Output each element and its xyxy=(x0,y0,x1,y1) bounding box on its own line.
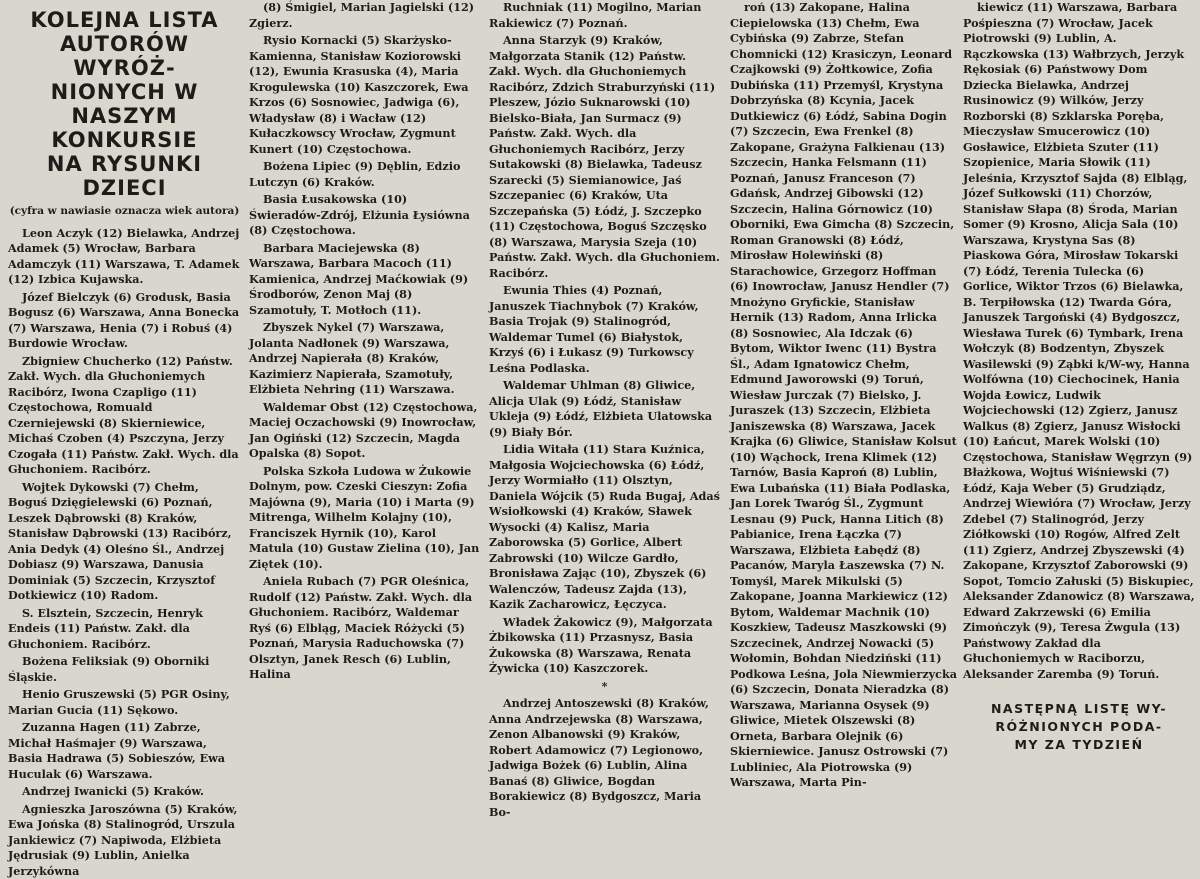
entry-paragraph: Zbyszek Nykel (7) Warszawa, Jolanta Nadłonek (9) Warszawa, Andrzej Napierała (8) Kraków, Kazimierz Napierała, Szamotuły, Elżbieta Nehring (11) Warszawa. xyxy=(249,320,480,398)
announcement-line: RÓŻNIONYCH PODA- xyxy=(963,718,1195,736)
headline-line: KOLEJNA LISTA AUTORÓW WYRÓŻ- xyxy=(8,8,241,80)
announcement-line: MY ZA TYDZIEŃ xyxy=(963,736,1195,754)
entry-paragraph: Polska Szkoła Ludowa w Żukowie Dolnym, pow. Czeski Cieszyn: Zofia Majówna (9), Maria (10) i Marta (9) Mitrenga, Wilhelm Kolajny (10), Franciszek Hyrnik (10), Karol Matula (10) Gustaw Zielina (10), Jan Ziętek (10). xyxy=(249,464,480,573)
entry-paragraph: (8) Śmigiel, Marian Jagielski (12) Zgierz. xyxy=(249,0,480,31)
column-1 xyxy=(8,0,241,674)
entry-paragraph: Agnieszka Jaroszówna (5) Kraków, Ewa Jońska (8) Stalinogród, Urszula Jankiewicz (7) Napiwoda, Elżbieta Jędrusiak (9) Lublin, Anielka Jerzykówna xyxy=(8,802,241,879)
entry-paragraph: roń (13) Zakopane, Halina Ciepielowska (13) Chełm, Ewa Cybińska (9) Zabrze, Stefan Chomnicki (12) Krasiczyn, Leonard Czajkowski (9) Żołtkowice, Zofia Dubińska (11) Przemyśl, Krystyna Dobrzyńska (8) Kcynia, Jacek Dutkiewicz (6) Łódź, Sabina Dogin (7) Szczecin, Ewa Frenkel (8) Zakopane, Grażyna Falkienau (13) Szczecin, Hanka Felsmann (11) Poznań, Janusz Franceson (7) Gdańsk, Andrzej Gibowski (12) Szczecin, Halina Górnowicz (10) Oborniki, Ewa Gimcha (8) Szczecin, Roman Granowski (8) Łódź, Mirosław Holewiński (8) Starachowice, Grzegorz Hoffman (6) Inowrocław, Janusz Hendler (7) Mnożyno Gryfickie, Stanisław Hernik (13) Radom, Anna Irlicka (8) Sosnowiec, Ala Idczak (6) Bytom, Wiktor Iwenc (11) Bystra Śl., Adam Ignatowicz Chełm, Edmund Jaworowski (9) Toruń, Wiesław Jurczak (7) Bielsko, J. Juraszek (13) Szczecin, Elżbieta Janiszewska (8) Warszawa, Jacek Krajka (6) Gliwice, Stanisław Kolsut (10) Wąchock, Irena Klimek (12) Tarnów, Basia Kaproń (8) Lublin, Ewa Lubańska (11) Biała Podlaska, Jan Lorek Twaróg Śl., Zygmunt Lesnau (9) Puck, Hanna Litich (8) Pabianice, Irena Łączka (7) Warszawa, Elżbieta Łabędź (8) Pacanów, Maryla Łaszewska (7) N. Tomyśl, Marek Mikulski (5) Zakopane, Joanna Markiewicz (12) Bytom, Waldemar Machnik (10) Koszkiew, Tadeusz Maszkowski (9) Szczecinek, Andrzej Nowacki (5) Wołomin, Bohdan Niedziński (11) Podkowa Leśna, Jola Niewmierzycka (6) Szczecin, Donata Nieradzka (8) Warszawa, Marianna Osysek (9) Gliwice, Mietek Olszewski (8) Orneta, Barbara Olejnik (6) Skierniewice. Janusz Ostrowski (7) Lubliniec, Ala Piotrowska (9) Warszawa, Marta Pin- xyxy=(730,0,957,791)
entry-paragraph: Ewunia Thies (4) Poznań, Januszek Tiachnybok (7) Kraków, Basia Trojak (9) Stalinogród, Waldemar Tumel (6) Białystok, Krzyś (6) i Łukasz (9) Turkowscy Leśna Podlaska. xyxy=(489,283,720,376)
entry-paragraph: S. Elsztein, Szczecin, Henryk Endeis (11) Państw. Zakł. dla Głuchoniem. Racibórz. xyxy=(8,606,241,653)
entry-paragraph: Władek Żakowicz (9), Małgorzata Żbikowska (11) Przasnysz, Basia Żukowska (8) Warszawa, Renata Żywicka (10) Kaszczorek. xyxy=(489,615,720,677)
entry-paragraph: Andrzej Iwanicki (5) Kraków. xyxy=(8,784,241,800)
entry-paragraph: Henio Gruszewski (5) PGR Osiny, Marian Gucia (11) Sękowo. xyxy=(8,687,241,718)
headline-line: NA RYSUNKI DZIECI xyxy=(8,152,241,200)
headline xyxy=(8,8,241,200)
column-4 xyxy=(730,0,957,674)
entry-paragraph: Barbara Maciejewska (8) Warszawa, Barbara Macoch (11) Kamienica, Andrzej Maćkowiak (9) Środborów, Zenon Maj (8) Szamotuły, T. Motłoch (11). xyxy=(249,241,480,319)
announcement-line: NASTĘPNĄ LISTĘ WY- xyxy=(963,700,1195,718)
column-2 xyxy=(249,0,480,674)
entry-list xyxy=(249,0,480,683)
entry-paragraph: Józef Bielczyk (6) Grodusk, Basia Bogusz (6) Warszawa, Anna Bonecka (7) Warszawa, Henia (7) i Robuś (4) Burdowie Wrocław. xyxy=(8,290,241,352)
entry-paragraph: Ruchniak (11) Mogilno, Marian Rakiewicz (7) Poznań. xyxy=(489,0,720,31)
entry-paragraph: Waldemar Obst (12) Częstochowa, Maciej Oczachowski (9) Inowrocław, Jan Ogiński (12) Szczecin, Magda Opalska (8) Sopot. xyxy=(249,400,480,462)
entry-paragraph: Waldemar Uhlman (8) Gliwice, Alicja Ulak (9) Łódź, Stanisław Ukleja (9) Łódź, Elżbieta Ulatowska (9) Biały Bór. xyxy=(489,378,720,440)
entry-list xyxy=(8,226,241,879)
entry-paragraph: Zuzanna Hagen (11) Zabrze, Michał Haśmajer (9) Warszawa, Basia Hadrawa (5) Sobieszów, Ewa Huculak (6) Warszawa. xyxy=(8,720,241,782)
entry-paragraph: Lidia Witała (11) Stara Kuźnica, Małgosia Wojciechowska (6) Łódź, Jerzy Wormiałło (11) Olsztyn, Daniela Wójcik (5) Ruda Bugaj, Adaś Wsiołkowski (4) Kraków, Sławek Wysocki (4) Kalisz, Maria Zaborowska (5) Gorlice, Albert Zabrowski (10) Wilcze Gardło, Bronisława Zając (10), Zbyszek (6) Walenczów, Tadeusz Zajda (13), Kazik Zacharowicz, Łęczyca. xyxy=(489,442,720,613)
entry-list xyxy=(730,0,957,791)
entry-paragraph: Basia Łusakowska (10) Świeradów-Zdrój, Elżunia Łysiówna (8) Częstochowa. xyxy=(249,192,480,239)
entry-paragraph: Anna Starzyk (9) Kraków, Małgorzata Stanik (12) Państw. Zakł. Wych. dla Głuchoniemych Racibórz, Zdzich Straburzyński (11) Pleszew, Józio Suknarowski (10) Bielsko-Biała, Jan Surmacz (9) Państw. Zakł. Wych. dla Głuchoniemych Racibórz, Jerzy Sutakowski (8) Bielawka, Tadeusz Szarecki (5) Siemianowice, Jaś Szczepaniec (6) Kraków, Uta Szczepańska (5) Łódź, J. Szczepko (11) Częstochowa, Boguś Szczęsko (8) Warszawa, Marysia Szeja (10) Państw. Zakł. Wych. dla Głuchoniem. Racibórz. xyxy=(489,33,720,281)
separator: * xyxy=(489,679,720,695)
entry-paragraph: Wojtek Dykowski (7) Chełm, Boguś Dzięgielewski (6) Poznań, Leszek Dąbrowski (8) Kraków, Stanisław Dąbrowski (13) Racibórz, Ania Dedyk (4) Oleśno Śl., Andrzej Dobiasz (9) Warszawa, Danusia Dominiak (5) Szczecin, Krzysztof Dotkiewicz (10) Radom. xyxy=(8,480,241,604)
entry-paragraph: Andrzej Antoszewski (8) Kraków, Anna Andrzejewska (8) Warszawa, Zenon Albanowski (9) Kraków, Robert Adamowicz (7) Legionowo, Jadwiga Bożek (6) Lublin, Alina Banaś (8) Gliwice, Bogdan Borakiewicz (8) Bydgoszcz, Maria Bo- xyxy=(489,696,720,820)
headline-line: NIONYCH W NASZYM KONKURSIE xyxy=(8,80,241,152)
column-5 xyxy=(963,0,1195,674)
entry-list xyxy=(489,0,720,820)
entry-paragraph: Aniela Rubach (7) PGR Oleśnica, Rudolf (12) Państw. Zakł. Wych. dla Głuchoniem. Racibórz, Waldemar Ryś (6) Elbląg, Maciek Różycki (5) Poznań, Marysia Raduchowska (7) Olsztyn, Janek Resch (6) Lublin, Halina xyxy=(249,574,480,683)
entry-list xyxy=(963,0,1195,682)
entry-paragraph: kiewicz (11) Warszawa, Barbara Pośpieszna (7) Wrocław, Jacek Piotrowski (9) Lublin, A. Rączkowska (13) Wałbrzych, Jerzyk Rękosiak (6) Państwowy Dom Dziecka Bielawka, Andrzej Rusinowicz (9) Wilków, Jerzy Rozborski (8) Szklarska Poręba, Mieczysław Smucerowicz (10) Gosławice, Elżbieta Szuter (11) Szopienice, Maria Słowik (11) Jeleśnia, Krzysztof Sajda (8) Elbląg, Józef Sułkowski (11) Chorzów, Stanisław Słapa (8) Środa, Marian Somer (9) Krosno, Alicja Sala (10) Warszawa, Krystyna Sas (8) Piaskowa Góra, Mirosław Tokarski (7) Łódź, Terenia Tulecka (6) Gorlice, Wiktor Trzos (6) Bielawka, B. Terpiłowska (12) Twarda Góra, Januszek Targoński (4) Bydgoszcz, Wiesława Turek (6) Tymbark, Irena Wołczyk (8) Bodzentyn, Zbyszek Wasilewski (9) Ząbki k/W-wy, Hanna Wolfówna (10) Ciechocinek, Hania Wojda Łowicz, Ludwik Wojciechowski (12) Zgierz, Janusz Walkus (8) Zgierz, Janusz Wisłocki (10) Łańcut, Marek Wolski (10) Częstochowa, Stanisław Węgrzyn (9) Błażkowa, Wojtuś Wiśniewski (7) Łódź, Kaja Weber (5) Grudziądz, Andrzej Wiewióra (7) Wrocław, Jerzy Zdebel (7) Stalinogród, Jerzy Ziółkowski (10) Rogów, Alfred Zelt (11) Zgierz, Andrzej Zbyszewski (4) Zakopane, Krzysztof Zaborowski (9) Sopot, Tomcio Załuski (5) Biskupiec, Aleksander Zdanowicz (8) Warszawa, Edward Zakrzewski (6) Emilia Zimończyk (9), Teresa Żwgula (13) Państwowy Zakład dla Głuchoniemych w Raciborzu, Aleksander Zaremba (9) Toruń. xyxy=(963,0,1195,682)
entry-paragraph: Zbigniew Chucherko (12) Państw. Zakł. Wych. dla Głuchoniemych Racibórz, Iwona Czapligo (11) Częstochowa, Romuald Czerniejewski (8) Skierniewice, Michaś Czoben (4) Pszczyna, Jerzy Czogała (11) Państw. Zakł. Wych. dla Głuchoniem. Racibórz. xyxy=(8,354,241,478)
entry-paragraph: Bożena Feliksiak (9) Oborniki Śląskie. xyxy=(8,654,241,685)
next-list-announcement xyxy=(963,700,1195,754)
entry-paragraph: Bożena Lipiec (9) Dęblin, Edzio Lutczyn (6) Kraków. xyxy=(249,159,480,190)
column-3 xyxy=(489,0,720,674)
entry-paragraph: Leon Aczyk (12) Bielawka, Andrzej Adamek (5) Wrocław, Barbara Adamczyk (11) Warszawa, T. Adamek (12) Izbica Kujawska. xyxy=(8,226,241,288)
entry-paragraph: Rysio Kornacki (5) Skarżysko-Kamienna, Stanisław Koziorowski (12), Ewunia Krasuska (4), Maria Krogulewska (10) Kaszczorek, Ewa Krzos (6) Sosnowiec, Jadwiga (6), Władysław (8) i Wacław (12) Kułaczkowscy Wrocław, Zygmunt Kunert (10) Częstochowa. xyxy=(249,33,480,157)
age-note: (cyfra w nawiasie oznacza wiek autora) xyxy=(8,204,241,220)
